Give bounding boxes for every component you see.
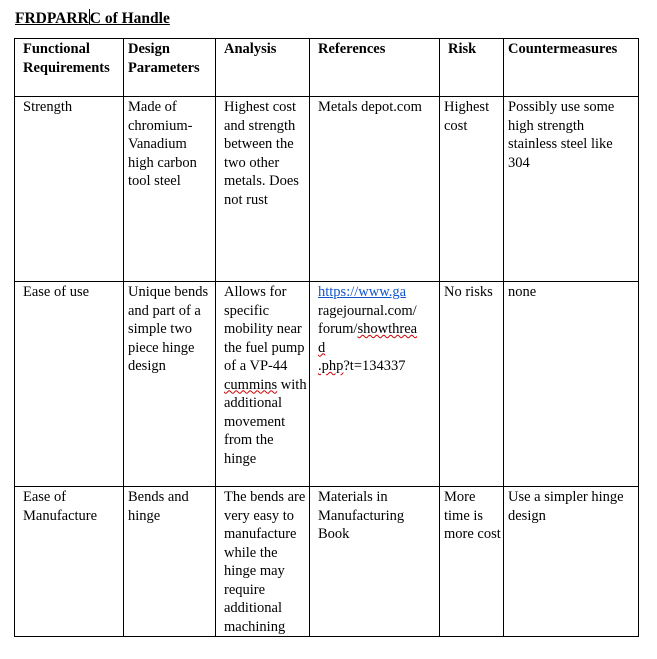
spellcheck-flagged-char: d [318,339,326,356]
title-text-after-caret: C of Handle [89,10,170,27]
header-risk: Risk [440,39,504,97]
header-analysis: Analysis [216,39,310,97]
cell-analysis: Highest cost and strength between the two other metals. Does not rust [216,97,310,282]
cell-functional-requirement: Ease of Manufacture [15,487,124,637]
spellcheck-flagged-word: .php [318,358,344,374]
spellcheck-flagged-word: cummins [224,376,278,393]
spellcheck-flagged-word: showthrea [357,321,418,337]
reference-text-line-2: ragejournal.com/ [318,302,417,319]
header-references: References [310,39,440,97]
cell-risk: More time is more cost [440,487,504,637]
table-row-strength [15,97,639,282]
cell-analysis: The bends are very easy to manufacture while the hinge may require additional machining [216,487,310,637]
cell-functional-requirement: Strength [15,97,124,282]
cell-analysis [216,282,310,487]
cell-countermeasure: Use a simpler hinge design [504,487,639,637]
header-functional-requirements: Functional Requirements [15,39,124,97]
table-header-row [15,39,639,97]
cell-countermeasure: none [504,282,639,487]
frdparrc-table [14,38,639,637]
cell-risk: No risks [440,282,504,487]
reference-text-end: ?t=134337 [343,358,406,374]
table-row-ease-of-manufacture [15,487,639,637]
analysis-text-end: with additional movement from the hinge [224,376,307,467]
analysis-text: Allows for specific mobility near the fuel pump of a VP-44 [224,284,305,374]
cell-design-parameter: Made of chromium-Vanadium high carbon tool steel [124,97,216,282]
cell-risk: Highest cost [440,97,504,282]
reference-link[interactable]: https://www.ga [318,284,407,300]
cell-functional-requirement: Ease of use [15,282,124,487]
header-design-parameters: Design Parameters [124,39,216,97]
cell-reference: Materials in Manufacturing Book [310,487,440,637]
cell-countermeasure: Possibly use some high strength stainless steel like 304 [504,97,639,282]
cell-design-parameter: Unique bends and part of a simple two piece hinge design [124,282,216,487]
document-title [15,9,170,29]
header-countermeasures: Countermeasures [504,39,639,97]
cell-reference [310,282,440,487]
table-row-ease-of-use [15,282,639,487]
cell-reference: Metals depot.com [310,97,440,282]
reference-text-line-3: forum/ [318,321,358,337]
title-text-before-caret: FRDPARR [15,10,89,27]
cell-design-parameter: Bends and hinge [124,487,216,637]
